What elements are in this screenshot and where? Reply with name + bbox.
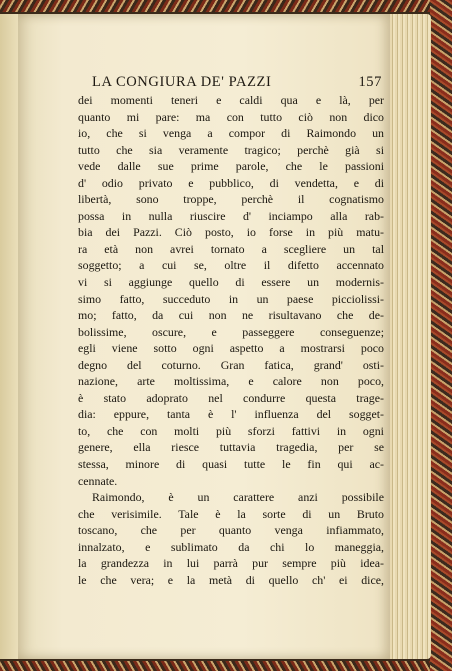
text-line: Raimondo, è un carattere anzi possibile bbox=[92, 490, 384, 505]
text-line: simo fatto, succeduto in un paese picciolissi- bbox=[78, 291, 384, 306]
running-header bbox=[92, 74, 382, 91]
text-line: mo; fatto, da cui non ne risultavano che de- bbox=[78, 308, 384, 323]
text-line: vede dalle sue prime parole, che le passioni bbox=[78, 159, 384, 174]
text-line: innalzato, e sublimato da chi lo maneggia, bbox=[78, 539, 384, 554]
text-line: dia: eppure, tanta è l' influenza del sogget- bbox=[78, 407, 384, 422]
marbled-bottom-edge bbox=[0, 661, 452, 671]
body-text bbox=[78, 92, 384, 588]
text-line: genere, ella riesce tuttavia tragedia, per se bbox=[78, 440, 384, 455]
text-line: vi si aggiunge quello di essere un modernis- bbox=[78, 275, 384, 290]
text-line: egli viene sotto ogni aspetto a mostrarsi poco bbox=[78, 341, 384, 356]
text-line: è stato adoprato nel condurre questa trage- bbox=[78, 390, 384, 405]
text-line: possa in nulla riuscire d' inciampo alla rab- bbox=[78, 208, 384, 223]
text-line: nazione, arte moltissima, e calore non poco, bbox=[78, 374, 384, 389]
text-line: le che vera; e la metà di quello ch' ei dice, bbox=[78, 572, 384, 587]
text-line: bia dei Pazzi. Ciò posto, io forse in più matu- bbox=[78, 225, 384, 240]
text-line: soggetto; a cui se, oltre il difetto accennato bbox=[78, 258, 384, 273]
text-line: tutto che sia veramente tragico; perchè già si bbox=[78, 142, 384, 157]
text-line: quanto mi pare: ma con tutto ciò non dico bbox=[78, 109, 384, 124]
text-line: io, che si venga a compor di Raimondo un bbox=[78, 126, 384, 141]
text-line: cennate. bbox=[78, 473, 118, 488]
text-line: toscano, che per quanto venga infiammato, bbox=[78, 523, 384, 538]
text-line: d' odio privato e pubblico, di vendetta, e di bbox=[78, 175, 384, 190]
text-line: to, che con molti più sforzi fattivi in ogni bbox=[78, 423, 384, 438]
marbled-top-edge bbox=[0, 0, 452, 12]
text-line: libertà, sono troppe, perchè il cognatismo bbox=[78, 192, 384, 207]
text-line: stessa, minore di quasi tutte le fin qui ac- bbox=[78, 457, 384, 472]
text-line: che verisimile. Tale è la sorte di un Bruto bbox=[78, 506, 384, 521]
text-line: bolissime, oscure, e passeggere conseguenze; bbox=[78, 324, 384, 339]
running-title: LA CONGIURA DE' PAZZI bbox=[92, 74, 272, 90]
text-line: dei momenti teneri e caldi qua e là, per bbox=[78, 93, 384, 107]
marbled-right-edge bbox=[430, 0, 452, 671]
text-line: degno del coturno. Gran fatica, grand' osti- bbox=[78, 357, 384, 372]
text-line: la grandezza in lui parrà pur sempre più idea- bbox=[78, 556, 384, 571]
text-line: ra età non avrei tornato a scegliere un tal bbox=[78, 241, 384, 256]
page-stack-edge bbox=[385, 14, 431, 659]
page-number: 157 bbox=[358, 74, 382, 90]
